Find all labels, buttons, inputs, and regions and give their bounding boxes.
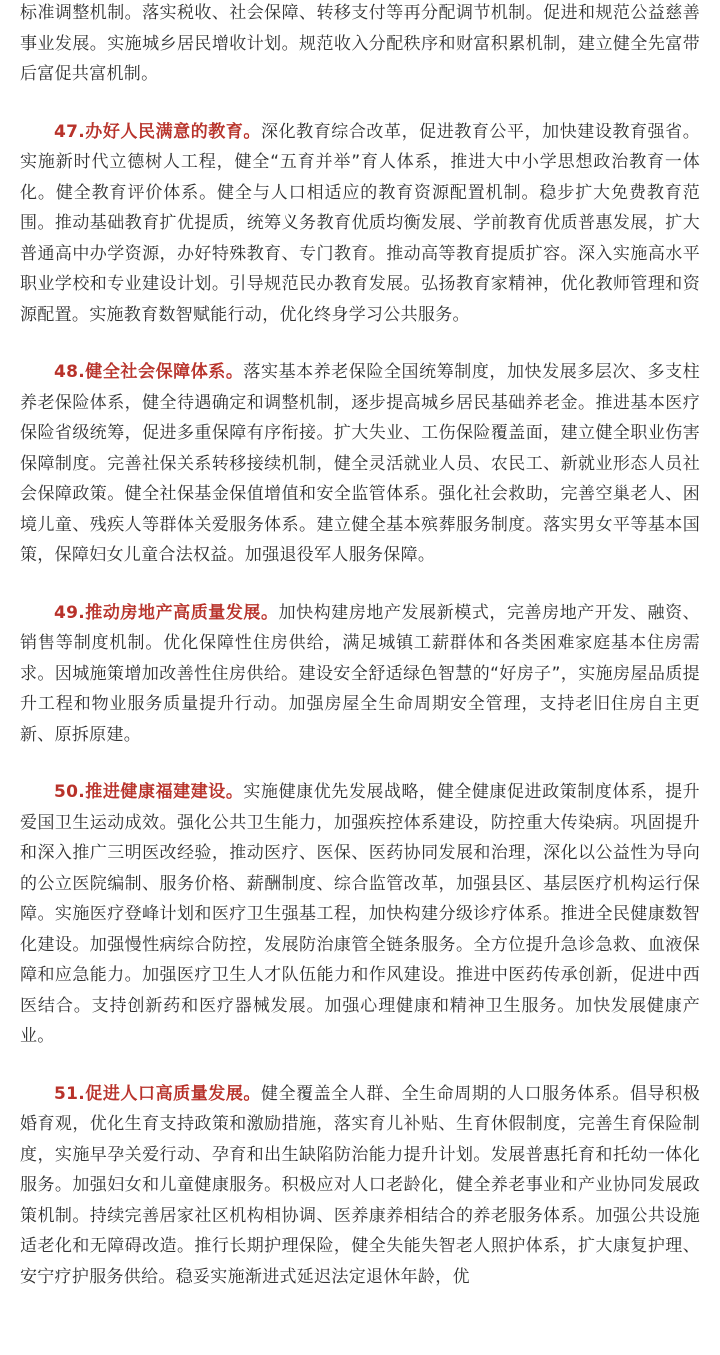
paragraph-gap — [20, 571, 700, 598]
paragraph-gap — [20, 330, 700, 357]
intro-paragraph: 标准调整机制。落实税收、社会保障、转移支付等再分配调节机制。促进和规范公益慈善事业发展。实施城乡居民增收计划。规范收入分配秩序和财富积累机制，建立健全先富带后富促共富机制。 — [20, 3, 700, 84]
section-51-heading: 51.促进人口高质量发展。 — [54, 1083, 261, 1104]
paragraph-gap — [20, 90, 700, 117]
paragraph-gap — [20, 750, 700, 777]
section-48-heading: 48.健全社会保障体系。 — [54, 362, 244, 382]
section-49-paragraph — [20, 598, 700, 751]
section-50-paragraph — [20, 777, 700, 1052]
section-51-paragraph — [20, 1079, 700, 1293]
section-49-body: 加快构建房地产发展新模式，完善房地产开发、融资、销售等制度机制。优化保障性住房供给，满足城镇工薪群体和各类困难家庭基本住房需求。因城施策增加改善性住房供给。建设安全舒适绿色智慧的“好房子”，实施房屋品质提升工程和物业服务质量提升行动。加强房屋全生命周期安全管理，支持老旧住房自主更新、原拆原建。 — [20, 602, 700, 745]
section-50-heading: 50.推进健康福建建设。 — [54, 782, 244, 802]
section-50-body: 实施健康优先发展战略，健全健康促进政策制度体系，提升爱国卫生运动成效。强化公共卫生能力，加强疾控体系建设，防控重大传染病。巩固提升和深入推广三明医改经验，推动医疗、医保、医药协同发展和治理，深化以公益性为导向的公立医院编制、服务价格、薪酬制度、综合监管改革，加强县区、基层医疗机构运行保障。实施医疗登峰计划和医疗卫生强基工程，加快构建分级诊疗体系。推进全民健康数智化建设。加强慢性病综合防控，发展防治康管全链条服务。全方位提升急诊急救、血液保障和应急能力。加强医疗卫生人才队伍能力和作风建设。推进中医药传承创新，促进中西医结合。支持创新药和医疗器械发展。加强心理健康和精神卫生服务。加快发展健康产业。 — [20, 782, 700, 1046]
section-47-paragraph — [20, 117, 700, 331]
section-47-body: 深化教育综合改革，促进教育公平，加快建设教育强省。实施新时代立德树人工程，健全“五育并举”育人体系，推进大中小学思想政治教育一体化。健全教育评价体系。健全与人口相适应的教育资源配置机制。稳步扩大免费教育范围。推动基础教育扩优提质，统筹义务教育优质均衡发展、学前教育优质普惠发展，扩大普通高中办学资源，办好特殊教育、专门教育。推动高等教育提质扩容。深入实施高水平职业学校和专业建设计划。引导规范民办教育发展。弘扬教育家精神，优化教师管理和资源配置。实施教育数智赋能行动，优化终身学习公共服务。 — [20, 121, 701, 325]
section-51-body: 健全覆盖全人群、全生命周期的人口服务体系。倡导积极婚育观，优化生育支持政策和激励措施，落实育儿补贴、生育休假制度，完善生育保险制度，实施早孕关爱行动、孕育和出生缺陷防治能力提升计划。发展普惠托育和托幼一体化服务。加强妇女和儿童健康服务。积极应对人口老龄化，健全养老事业和产业协同发展政策机制。持续完善居家社区机构相协调、医养康养相结合的养老服务体系。加强公共设施适老化和无障碍改造。推行长期护理保险，健全失能失智老人照护体系，扩大康复护理、安宁疗护服务供给。稳妥实施渐进式延迟法定退休年龄，优 — [20, 1083, 701, 1287]
section-48-paragraph — [20, 357, 700, 571]
section-47-heading: 47.办好人民满意的教育。 — [54, 121, 261, 142]
section-48-body: 落实基本养老保险全国统筹制度，加快发展多层次、多支柱养老保险体系，健全待遇确定和调整机制，逐步提高城乡居民基础养老金。推进基本医疗保险省级统筹，促进多重保障有序衔接。扩大失业、工伤保险覆盖面，建立健全职业伤害保障制度。完善社保关系转移接续机制，健全灵活就业人员、农民工、新就业形态人员社会保障政策。健全社保基金保值增值和安全监管体系。强化社会救助，完善空巢老人、困境儿童、残疾人等群体关爱服务体系。建立健全基本殡葬服务制度。落实男女平等基本国策，保障妇女儿童合法权益。加强退役军人服务保障。 — [20, 362, 700, 565]
paragraph-gap — [20, 1052, 700, 1079]
section-49-heading: 49.推动房地产高质量发展。 — [54, 602, 279, 623]
